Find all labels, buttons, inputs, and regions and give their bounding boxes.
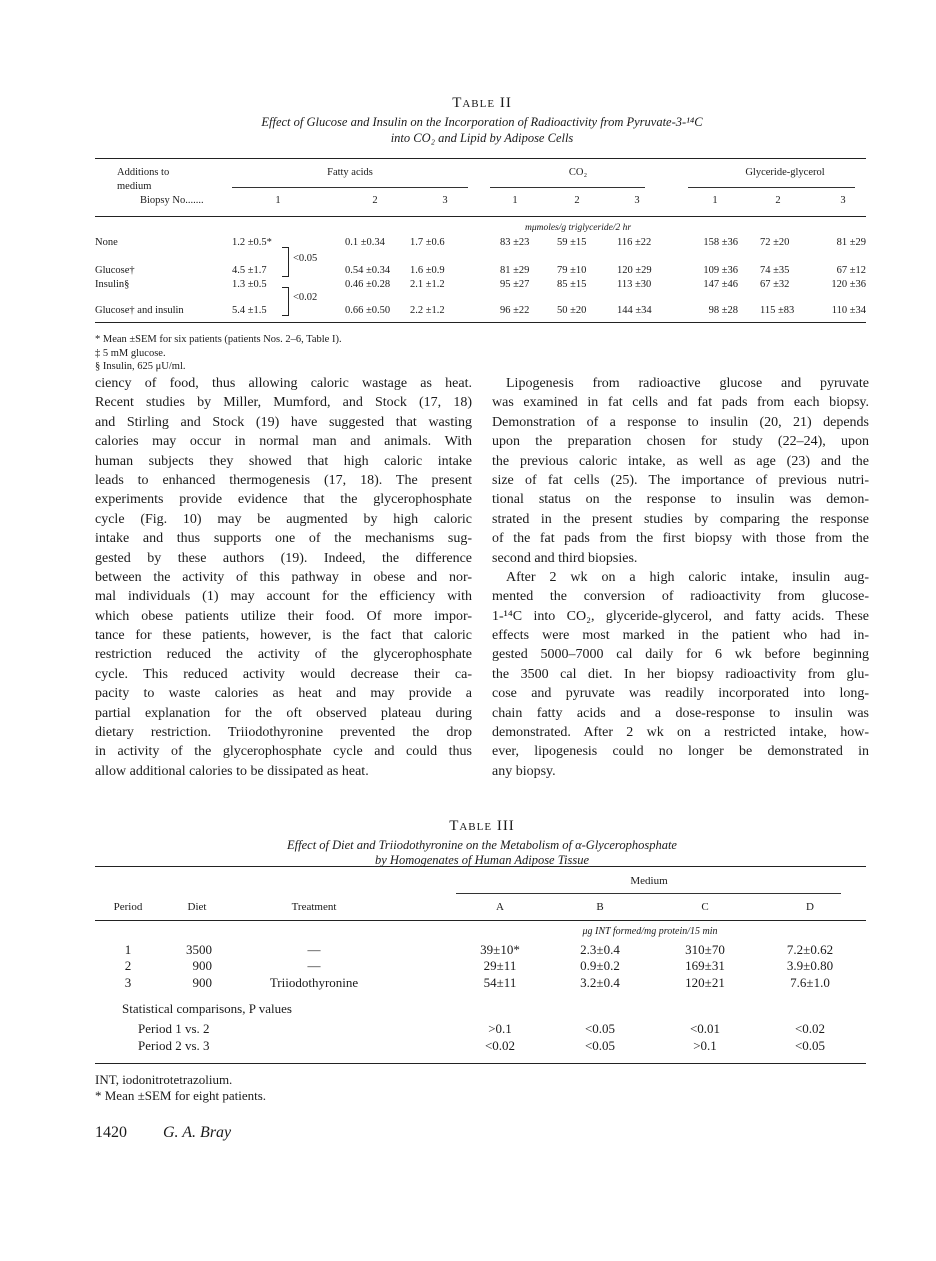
body-text-line: second and third biopsies. (492, 550, 638, 566)
table2-cell: 5.4 ±1.5 (232, 305, 267, 316)
body-text-line: ciency of food, thus allowing caloric wastage as heat. (95, 376, 472, 391)
body-text-line: mented the conversion of radioactivity from glucose- (492, 589, 869, 605)
table2-cell: 144 ±34 (617, 305, 652, 316)
body-text-line: cose and pyruvate was readily incorporated into long- (492, 686, 869, 702)
table2-cell: 81 ±29 (836, 237, 866, 248)
table2-row-label: None (95, 237, 118, 248)
table2-cell: 74 ±35 (760, 265, 790, 276)
table2-biopsy-number: 1 (275, 195, 281, 206)
table3-stats-label: Period 1 vs. 2 (138, 1021, 210, 1036)
table2-row-label: Insulin§ (95, 279, 130, 290)
table3-p-value: >0.1 (693, 1038, 717, 1053)
table2-footnote: § Insulin, 625 μU/ml. (95, 361, 186, 372)
body-text-line: After 2 wk on a high caloric intake, insulin aug- (506, 569, 869, 585)
table3-p-value: >0.1 (488, 1021, 512, 1036)
table3-p-value: <0.02 (484, 1038, 516, 1053)
table2-biopsy-number: 3 (840, 195, 846, 206)
table2-cell: 98 ±28 (708, 305, 738, 316)
table2-cell: 72 ±20 (760, 237, 790, 248)
body-text-line: experiments provide evidence that the glycerophosphate (95, 492, 472, 508)
table3-p-value: <0.02 (794, 1021, 826, 1036)
table2-cell: 79 ±10 (557, 265, 587, 276)
body-text-line: cycle (Fig. 10) may be augmented by high caloric (95, 511, 472, 527)
comparison-p-value: <0.02 (293, 292, 318, 303)
table3-header-treatment: Treatment (291, 901, 337, 913)
body-text-line: calories may occur in normal man and animals. With (95, 434, 472, 450)
table3-label: Table III (449, 818, 515, 834)
table2-header-additions: Additions to (117, 167, 170, 178)
body-text-line: gested by these authors (19). Indeed, the difference (95, 550, 472, 566)
table2-footnote: * Mean ±SEM for six patients (patients Nos. 2–6, Table I). (95, 334, 342, 345)
table3-p-value: <0.05 (584, 1038, 616, 1053)
table2-cell: 67 ±12 (836, 265, 866, 276)
table3-header-period: Period (113, 901, 143, 913)
table3-bottom-rule (95, 1063, 866, 1064)
table2-title: Effect of Glucose and Insulin on the Incorporation of Radioactivity from Pyruvate-3-¹⁴C (261, 115, 703, 129)
body-text-line: mal individuals (1) may account for the efficiency with (95, 589, 472, 605)
body-text-line: between the activity of this pathway in obese and nor- (95, 569, 472, 585)
body-text-line: which obese patients utilize their food. Of more impor- (95, 608, 472, 624)
table3-top-rule (95, 866, 866, 867)
table2-label: Table II (452, 95, 512, 111)
table3-cell: 29±11 (483, 958, 517, 973)
body-text-line: human subjects they showed that high caloric intake (95, 453, 472, 469)
table2-cell: 2.2 ±1.2 (410, 305, 445, 316)
body-text-line: restriction reduced the activity of the glycerophosphate (95, 647, 472, 663)
table2-title-2: into CO₂ and Lipid by Adipose Cells (390, 131, 574, 145)
table3-treatment: Triiodothyronine (269, 975, 359, 990)
table2-cell: 85 ±15 (557, 279, 587, 290)
body-text-line: strated in the present studies by comparing the response (492, 511, 869, 527)
body-text-line: ever, lipogenesis could no longer be demonstrated in (492, 744, 869, 760)
table3-cell: 7.2±0.62 (786, 942, 834, 957)
table2-cell: 0.66 ±0.50 (345, 305, 391, 316)
table3-header-medium-col: C (701, 901, 709, 913)
body-text-line: size of fat cells (25). The importance of previous nutri- (492, 472, 869, 488)
table2-cell: 120 ±29 (617, 265, 652, 276)
table2-cell: 147 ±46 (703, 279, 738, 290)
table3-title-2: by Homogenates of Human Adipose Tissue (375, 853, 589, 867)
table3-units: μg INT formed/mg protein/15 min (582, 926, 718, 937)
table2-group-fatty-acids: Fatty acids (327, 167, 373, 178)
table2-cell: 81 ±29 (500, 265, 530, 276)
body-text-line: leads to enhanced thermogenesis (17, 18). The present (95, 472, 472, 488)
body-text-line: any biopsy. (492, 763, 556, 779)
table3-diet: 900 (192, 958, 212, 973)
table2-group-rule (490, 187, 645, 188)
table2-units: mμmoles/g triglyceride/2 hr (524, 223, 632, 233)
table2-cell: 1.3 ±0.5 (232, 279, 267, 290)
table2-cell: 110 ±34 (831, 305, 866, 316)
body-text-line: Lipogenesis from radioactive glucose and pyruvate (506, 376, 869, 391)
table2-group-rule (232, 187, 468, 188)
table3-cell: 310±70 (685, 942, 725, 957)
table3-stats-heading: Statistical comparisons, P values (122, 1001, 292, 1016)
table3-cell: 54±11 (483, 975, 517, 990)
table2-biopsy-number: 1 (712, 195, 718, 206)
table2-header-rule (95, 216, 866, 217)
table2-biopsy-number: 2 (775, 195, 781, 206)
table2-biopsy-number: 2 (372, 195, 378, 206)
table2-footnote: ‡ 5 mM glucose. (95, 348, 166, 359)
comparison-bracket (282, 287, 289, 316)
body-text-line: gested 5000–7000 cal daily for 6 wk before beginning (492, 647, 869, 663)
table3-title: Effect of Diet and Triiodothyronine on the Metabolism of α-Glycerophosphate (287, 838, 677, 852)
table2-cell: 83 ±23 (500, 237, 530, 248)
table2-cell: 2.1 ±1.2 (410, 279, 445, 290)
table3-cell: 169±31 (685, 958, 725, 973)
table2-row-label: Glucose† (95, 265, 135, 276)
table3-header-rule (95, 920, 866, 921)
table3-header-medium-col: A (496, 901, 504, 913)
table3-p-value: <0.05 (794, 1038, 826, 1053)
table3-cell: 2.3±0.4 (580, 942, 620, 957)
table3-diet: 3500 (186, 942, 212, 957)
table3-period: 3 (124, 975, 132, 990)
table3-period: 2 (124, 958, 132, 973)
table2-cell: 1.2 ±0.5* (232, 237, 272, 248)
table2-cell: 115 ±83 (760, 305, 795, 316)
body-text-line: and Stirling and Stock (19) have suggested that wasting (95, 414, 472, 430)
body-left-column (95, 374, 472, 781)
table3-header-medium-col: B (596, 901, 604, 913)
table2-cell: 0.1 ±0.34 (345, 237, 385, 248)
table3-period: 1 (124, 942, 132, 957)
body-text-line: the 3500 cal diet. In her biopsy radioactivity from glu- (492, 666, 869, 682)
table3-footnote: * Mean ±SEM for eight patients. (95, 1088, 267, 1103)
body-text-line: allow additional calories to be dissipated as heat. (95, 763, 369, 779)
page-number: 1420 (95, 1124, 127, 1141)
table3-diet: 900 (192, 975, 212, 990)
table2-header-biopsy: Biopsy No....... (140, 195, 204, 206)
table3-p-value: <0.05 (584, 1021, 616, 1036)
table2-cell: 0.54 ±0.34 (345, 265, 391, 276)
table3-header-diet: Diet (187, 901, 207, 913)
body-text-line: in activity of the glycerophosphate cycle and could thus (95, 744, 472, 760)
body-text-line: was examined in fat cells and fat pads from each biopsy. (492, 395, 869, 411)
table2-biopsy-number: 1 (512, 195, 518, 206)
table2-bottom-rule (95, 322, 866, 323)
table2-biopsy-number: 3 (442, 195, 448, 206)
table3-p-value: <0.01 (689, 1021, 721, 1036)
table3-treatment: — (307, 958, 321, 973)
table3-header-medium: Medium (630, 875, 668, 887)
body-text-line: Demonstration of a response to insulin (20, 21) depends (492, 414, 869, 430)
table2-cell: 96 ±22 (500, 305, 530, 316)
table2-cell: 50 ±20 (557, 305, 587, 316)
body-text-line: demonstrated. After 2 wk on a restricted intake, how- (492, 725, 869, 741)
table2-cell: 1.7 ±0.6 (410, 237, 445, 248)
table3-cell: 0.9±0.2 (580, 958, 620, 973)
table2-biopsy-number: 2 (574, 195, 580, 206)
body-text-line: chain fatty acids and a dose-response to insulin was (492, 705, 869, 721)
table2-cell: 67 ±32 (760, 279, 790, 290)
table3-treatment: — (307, 942, 321, 957)
table3-medium-rule (456, 893, 841, 894)
table3-cell: 39±10* (480, 942, 520, 957)
table3-stats-label: Period 2 vs. 3 (138, 1038, 210, 1053)
body-text-line: the previous caloric intake, as well as age (23) and the (492, 453, 869, 469)
table2-cell: 59 ±15 (557, 237, 587, 248)
table3-cell: 120±21 (685, 975, 725, 990)
table2-group-co2: CO₂ (568, 167, 588, 178)
table2-cell: 158 ±36 (703, 237, 738, 248)
body-right-column (492, 374, 869, 781)
table2-header-medium: medium (117, 181, 152, 192)
table2-cell: 116 ±22 (617, 237, 652, 248)
body-text-line: partial explanation for the oft observed plateau during (95, 705, 472, 721)
table3-cell: 3.2±0.4 (580, 975, 620, 990)
body-text-line: tional status on the response to insulin was demon- (492, 492, 869, 508)
table2-top-rule (95, 158, 866, 159)
table2-cell: 1.6 ±0.9 (410, 265, 445, 276)
body-text-line: of the fat pads from the first biopsy with those from the (492, 531, 869, 547)
table3-header-medium-col: D (806, 901, 814, 913)
body-text-line: upon the preparation chosen for study (22–24), upon (492, 434, 869, 450)
table2-row-label: Glucose† and insulin (95, 305, 184, 316)
comparison-bracket (282, 247, 289, 277)
table2-cell: 113 ±30 (617, 279, 652, 290)
body-text-line: 1-¹⁴C into CO₂, glyceride-glycerol, and fatty acids. These (492, 608, 869, 624)
table2-cell: 95 ±27 (500, 279, 530, 290)
table3-cell: 7.6±1.0 (790, 975, 830, 990)
body-text-line: cycle. This reduced activity would decrease their ca- (95, 666, 472, 682)
body-text-line: tance for these patients, however, is the fact that caloric (95, 628, 472, 644)
table3-footnote: INT, iodonitrotetrazolium. (95, 1072, 233, 1087)
table2-cell: 120 ±36 (831, 279, 866, 290)
body-text-line: Recent studies by Miller, Mumford, and Stock (17, 18) (95, 395, 472, 411)
running-author: G. A. Bray (163, 1124, 232, 1141)
comparison-p-value: <0.05 (293, 253, 318, 264)
body-text-line: pacity to waste calories as heat and may provide a (95, 686, 472, 702)
body-text-line: dietary restriction. Triiodothyronine prevented the drop (95, 725, 472, 741)
table3-cell: 3.9±0.80 (786, 958, 834, 973)
table2-cell: 4.5 ±1.7 (232, 265, 267, 276)
table2-biopsy-number: 3 (634, 195, 640, 206)
table2-group-glyceride-glycerol: Glyceride-glycerol (745, 167, 825, 178)
table2-cell: 0.46 ±0.28 (345, 279, 391, 290)
body-text-line: effects were most marked in the patient who had in- (492, 628, 869, 644)
body-text-line: intake and thus supports one of the mechanisms sug- (95, 531, 472, 547)
table2-group-rule (688, 187, 855, 188)
table2-cell: 109 ±36 (703, 265, 738, 276)
